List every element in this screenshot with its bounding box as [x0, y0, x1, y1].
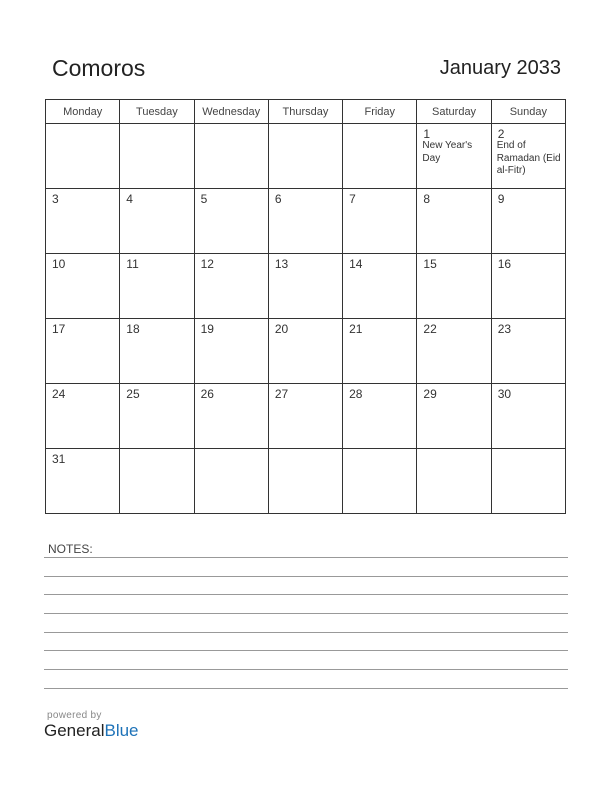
week-row [46, 124, 566, 189]
day-number: 20 [274, 322, 289, 336]
day-number: 31 [52, 452, 66, 466]
day-cell [268, 319, 342, 384]
day-cell [491, 254, 565, 319]
day-number: 12 [200, 257, 214, 271]
holiday-label: End of Ramadan (Eid al-Fitr) [496, 140, 561, 176]
brand-logo [44, 721, 139, 741]
week-row [46, 254, 566, 319]
day-cell [120, 254, 194, 319]
day-cell [417, 124, 491, 189]
weekday-friday: Friday [343, 100, 417, 124]
week-row [46, 384, 566, 449]
country-title: Comoros [52, 55, 146, 81]
day-cell [120, 384, 194, 449]
day-cell [491, 124, 565, 189]
day-number: 15 [423, 257, 437, 271]
day-cell [417, 254, 491, 319]
week-row [46, 319, 566, 384]
powered-by-text: powered by [47, 710, 102, 721]
note-line [44, 594, 568, 595]
weekday-thursday: Thursday [268, 100, 342, 124]
day-cell [343, 124, 417, 189]
day-cell [120, 449, 194, 514]
day-cell [194, 449, 268, 514]
day-cell [491, 319, 565, 384]
weekday-monday: Monday [46, 100, 120, 124]
day-cell [46, 124, 120, 189]
day-number: 17 [52, 322, 66, 336]
day-cell [343, 254, 417, 319]
day-cell [120, 319, 194, 384]
day-number: 10 [52, 257, 66, 271]
weekday-header-row [46, 100, 566, 124]
day-cell [491, 449, 565, 514]
day-cell [491, 189, 565, 254]
day-cell [46, 319, 120, 384]
day-number: 26 [200, 387, 214, 401]
day-cell [194, 189, 268, 254]
day-number: 24 [52, 387, 66, 401]
day-number: 8 [423, 192, 431, 206]
day-number: 18 [126, 322, 140, 336]
note-line [44, 688, 568, 689]
day-number: 19 [200, 322, 214, 336]
calendar-grid [45, 99, 566, 514]
day-cell [268, 384, 342, 449]
holiday-label: New Year's Day [422, 140, 473, 164]
day-cell [268, 124, 342, 189]
day-cell [194, 124, 268, 189]
day-cell [120, 189, 194, 254]
weekday-tuesday: Tuesday [120, 100, 194, 124]
day-cell [343, 384, 417, 449]
day-cell [46, 449, 120, 514]
day-cell [46, 189, 120, 254]
day-number: 22 [423, 322, 437, 336]
note-line [44, 669, 568, 670]
note-line [44, 576, 568, 577]
day-cell [46, 384, 120, 449]
weekday-wednesday: Wednesday [194, 100, 268, 124]
day-number: 2 [497, 127, 505, 141]
day-cell [343, 319, 417, 384]
day-cell [417, 449, 491, 514]
day-number: 13 [274, 257, 289, 271]
day-number: 25 [126, 387, 140, 401]
day-cell [194, 319, 268, 384]
day-number: 1 [423, 127, 431, 141]
day-number: 30 [497, 387, 512, 401]
day-cell [46, 254, 120, 319]
note-line [44, 632, 568, 633]
note-line [44, 613, 568, 614]
day-cell [268, 254, 342, 319]
day-cell [194, 384, 268, 449]
day-cell [268, 189, 342, 254]
day-cell [417, 189, 491, 254]
day-cell [343, 449, 417, 514]
day-number: 3 [52, 192, 59, 206]
day-number: 7 [349, 192, 356, 206]
day-number: 16 [497, 257, 512, 271]
day-number: 28 [349, 387, 363, 401]
week-row [46, 449, 566, 514]
day-number: 29 [423, 387, 437, 401]
day-number: 6 [274, 192, 282, 206]
day-cell [343, 189, 417, 254]
day-number: 23 [497, 322, 512, 336]
weekday-sunday: Sunday [491, 100, 565, 124]
notes-label: NOTES: [48, 542, 93, 556]
day-number: 4 [126, 192, 133, 206]
day-cell [417, 319, 491, 384]
note-line [44, 557, 568, 558]
day-number: 5 [200, 192, 208, 206]
day-number: 9 [497, 192, 505, 206]
brand-blue: Blue [104, 721, 139, 740]
day-cell [417, 384, 491, 449]
week-row [46, 189, 566, 254]
day-cell [268, 449, 342, 514]
day-number: 14 [349, 257, 363, 271]
month-title: January 2033 [439, 57, 561, 79]
weekday-saturday: Saturday [417, 100, 491, 124]
day-number: 27 [274, 387, 289, 401]
day-number: 21 [349, 322, 363, 336]
day-number: 11 [126, 257, 139, 271]
day-cell [194, 254, 268, 319]
day-cell [491, 384, 565, 449]
brand-general: General [44, 721, 105, 740]
note-line [44, 650, 568, 651]
day-cell [120, 124, 194, 189]
